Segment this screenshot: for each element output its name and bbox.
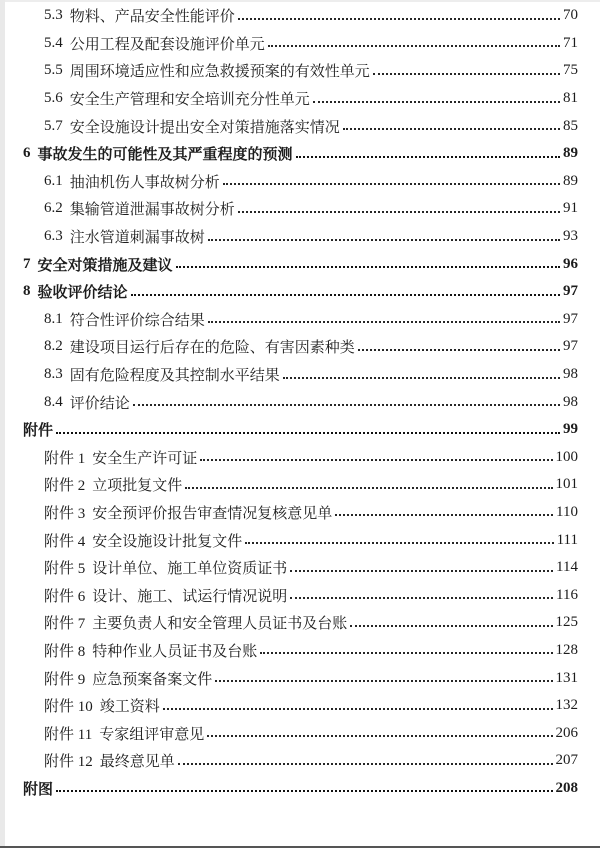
toc-entry-page: 128 [555,641,578,658]
toc-entry[interactable] [0,112,600,140]
toc-entry-page: 100 [555,448,578,465]
toc-entry-title: 附图 [23,781,54,798]
toc-leader-dots [207,735,552,737]
toc-entry-title: 安全生产管理和安全培训充分性单元 [69,92,310,109]
toc-entry-title: 注水管道刺漏事故树 [69,230,205,247]
toc-entry-page: 111 [556,531,578,548]
toc-entry-number: 5.6 [44,90,63,107]
toc-leader-dots [238,211,560,213]
toc-leader-dots [56,432,560,434]
toc-entry-page: 97 [563,338,578,355]
toc-entry-page: 98 [563,393,578,410]
toc-entry[interactable] [0,609,600,637]
toc-entry-page: 101 [555,476,578,493]
toc-entry-number: 8.3 [44,366,63,383]
toc-entry[interactable] [0,581,600,609]
toc-entry-number: 附件 6 [44,588,86,605]
toc-entry-number: 5.7 [44,117,63,134]
toc-leader-dots [350,625,552,627]
toc-entry-title: 立项批复文件 [92,478,183,495]
toc-entry-title: 主要负责人和安全管理人员证书及台账 [92,616,348,633]
toc-entry-number: 附件 4 [44,533,86,550]
toc-entry-page: 110 [556,503,578,520]
toc-entry-title: 安全设施设计批复文件 [92,533,243,550]
toc-entry-page: 85 [563,117,578,134]
toc-entry-title: 设计单位、施工单位资质证书 [92,561,288,578]
toc-entry-page: 208 [555,779,578,796]
toc-leader-dots [200,459,552,461]
toc-entry-title: 事故发生的可能性及其严重程度的预测 [37,147,293,164]
toc-entry[interactable] [0,719,600,747]
toc-entry-title: 安全对策措施及建议 [37,257,173,274]
toc-entry-page: 132 [555,697,578,714]
toc-entry-title: 应急预案备案文件 [92,671,213,688]
toc-entry-title: 周围环境适应性和应急救援预案的有效性单元 [69,64,370,81]
toc-entry-number: 6.1 [44,172,63,189]
toc-entry[interactable] [0,57,600,85]
toc-entry-page: 93 [563,228,578,245]
toc-leader-dots [208,239,560,241]
toc-entry[interactable] [0,2,600,30]
toc-leader-dots [296,156,560,158]
toc-entry-title: 公用工程及配套设施评价单元 [69,36,265,53]
toc-entry-number: 8.1 [44,310,63,327]
toc-entry-title: 安全预评价报告审查情况复核意见单 [92,505,333,522]
toc-leader-dots [283,377,560,379]
toc-entry-number: 7 [23,255,31,272]
toc-entry-title: 竣工资料 [99,699,160,716]
toc-entry-title: 特种作业人员证书及台账 [92,643,258,660]
toc-entry-number: 6 [23,145,31,162]
toc-entry[interactable] [0,444,600,472]
toc-leader-dots [260,652,552,654]
toc-leader-dots [343,128,560,130]
toc-entry-number: 5.5 [44,62,63,79]
toc-entry-title: 最终意见单 [99,754,175,771]
toc-entry-page: 89 [563,172,578,189]
toc-entry-page: 207 [555,752,578,769]
toc-entry-title: 安全生产许可证 [92,450,198,467]
toc-entry-number: 附件 5 [44,561,86,578]
toc-leader-dots [313,101,560,103]
toc-entry-number: 附件 3 [44,505,86,522]
toc-entry-page: 131 [555,669,578,686]
toc-entry[interactable] [0,388,600,416]
toc-entry-page: 75 [563,62,578,79]
toc-entry-number: 6.2 [44,200,63,217]
toc-entry-title: 评价结论 [69,395,130,412]
toc-entry-title: 安全设施设计提出安全对策措施落实情况 [69,119,340,136]
toc-leader-dots [176,266,560,268]
toc-entry[interactable] [0,140,600,168]
toc-entry[interactable] [0,361,600,389]
toc-entry-title: 设计、施工、试运行情况说明 [92,588,288,605]
toc-entry-number: 附件 8 [44,643,86,660]
toc-leader-dots [56,790,552,792]
toc-entry[interactable] [0,471,600,499]
toc-entry-page: 97 [563,283,578,300]
toc-leader-dots [178,763,553,765]
toc-entry-page: 96 [563,255,578,272]
toc-entry-page: 99 [563,421,578,438]
toc-leader-dots [335,514,553,516]
toc-entry[interactable] [0,664,600,692]
toc-entry-page: 97 [563,310,578,327]
toc-leader-dots [133,404,560,406]
toc-entry-title: 物料、产品安全性能评价 [69,9,235,26]
toc-entry-title: 符合性评价综合结果 [69,312,205,329]
toc-entry-title: 验收评价结论 [37,285,128,302]
toc-entry-page: 116 [556,586,578,603]
toc-entry-page: 206 [555,724,578,741]
toc-entry-title: 专家组评审意见 [99,726,205,743]
toc-entry-number: 附件 11 [44,726,93,743]
toc-entry-number: 8.2 [44,338,63,355]
toc-entry[interactable] [0,775,600,803]
toc-leader-dots [131,294,560,296]
toc-leader-dots [358,349,560,351]
toc-entry[interactable] [0,499,600,527]
toc-entry-page: 125 [555,614,578,631]
toc-entry[interactable] [0,168,600,196]
toc-entry-number: 8.4 [44,393,63,410]
toc-leader-dots [290,570,553,572]
toc-entry-title: 附件 [23,423,54,440]
toc-leader-dots [185,487,552,489]
toc-leader-dots [163,708,553,710]
toc-entry-number: 5.4 [44,34,63,51]
toc-entry-page: 91 [563,200,578,217]
toc-entry[interactable] [0,526,600,554]
toc-entry-page: 81 [563,90,578,107]
toc-entry[interactable] [0,85,600,113]
toc-leader-dots [215,680,552,682]
toc-leader-dots [223,183,560,185]
toc-list [0,2,600,802]
toc-entry-number: 附件 10 [44,699,93,716]
toc-leader-dots [245,542,553,544]
toc-entry[interactable] [0,278,600,306]
toc-entry[interactable] [0,195,600,223]
toc-entry-number: 附件 2 [44,478,86,495]
toc-entry-title: 抽油机伤人事故树分析 [69,174,220,191]
toc-entry-number: 8 [23,283,31,300]
toc-entry[interactable] [0,416,600,444]
toc-entry[interactable] [0,747,600,775]
toc-entry-title: 固有危险程度及其控制水平结果 [69,368,280,385]
toc-entry[interactable] [0,30,600,58]
toc-entry-title: 建设项目运行后存在的危险、有害因素种类 [69,340,355,357]
toc-entry-page: 70 [563,7,578,24]
toc-entry-page: 89 [563,145,578,162]
toc-leader-dots [208,321,560,323]
toc-entry-page: 71 [563,34,578,51]
toc-entry-number: 5.3 [44,7,63,24]
toc-leader-dots [373,73,560,75]
toc-entry-page: 114 [556,559,578,576]
toc-entry-number: 附件 9 [44,671,86,688]
toc-entry[interactable] [0,250,600,278]
toc-entry-number: 附件 7 [44,616,86,633]
toc-leader-dots [268,45,560,47]
toc-entry[interactable] [0,333,600,361]
toc-entry-number: 6.3 [44,228,63,245]
toc-entry[interactable] [0,223,600,251]
toc-entry[interactable] [0,637,600,665]
toc-entry-page: 98 [563,366,578,383]
toc-entry[interactable] [0,692,600,720]
toc-entry-title: 集输管道泄漏事故树分析 [69,202,235,219]
toc-entry-number: 附件 1 [44,450,86,467]
toc-leader-dots [238,18,560,20]
toc-entry[interactable] [0,554,600,582]
toc-entry[interactable] [0,306,600,334]
toc-entry-number: 附件 12 [44,754,93,771]
toc-leader-dots [290,597,553,599]
